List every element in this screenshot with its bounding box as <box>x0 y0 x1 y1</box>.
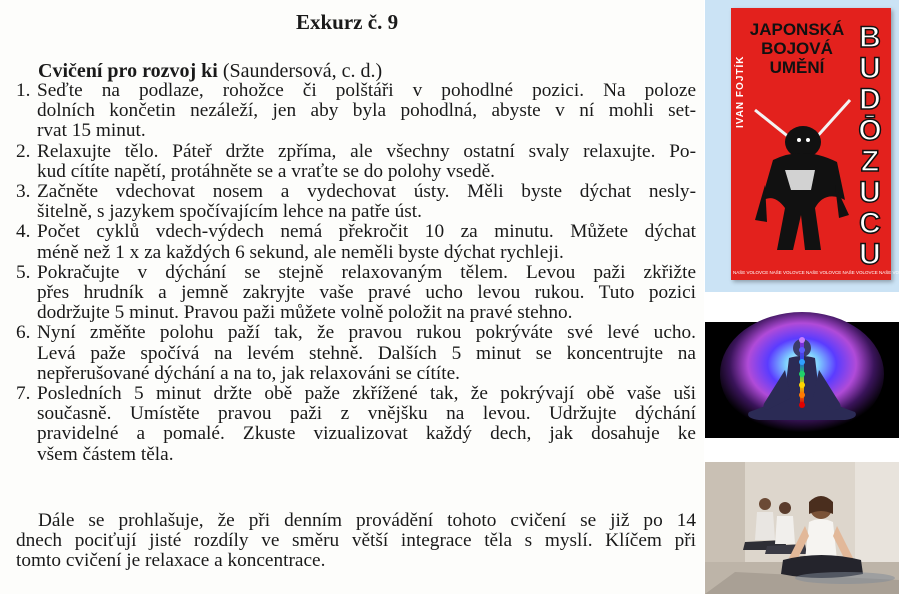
item-line: šitelně, s jazykem spočívajícím lehce na patře úst. <box>37 201 422 223</box>
item-number: 1. <box>16 80 31 101</box>
page-title: Exkurz č. 9 <box>296 10 399 34</box>
heading-bold: Cvičení pro rozvoj ki <box>38 60 218 82</box>
book-cover-image <box>705 0 914 292</box>
list-item <box>16 81 696 142</box>
heading-source: (Saundersová, c. d.) <box>217 60 383 82</box>
book-title: JAPONSKÁ BOJOVÁ UMĚNÍ <box>749 20 845 77</box>
item-line: pravidelné a pomalé. Zkuste vizualizovat každý dech, jak dosahuje ke <box>37 423 696 445</box>
book-cover <box>731 8 914 280</box>
item-number: 4. <box>16 221 31 243</box>
samurai-illustration <box>745 90 855 255</box>
item-number: 2. <box>16 140 31 162</box>
paragraph-line: Dále se prohlašuje, že při denním provádění tohoto cvičení se již po 14 <box>38 510 696 531</box>
item-line: Seďte na podlaze, rohožce či polštáři v pohodlné pozici. Na poloze <box>37 80 696 101</box>
list-item <box>16 142 696 182</box>
item-line: Pokračujte v dýchání se stejně relaxovaným tělem. Levou paži zkřižte <box>37 261 696 283</box>
item-line: přes hrudník a jemně zakryjte vaše pravé ucho levou rukou. Tuto pozici <box>37 282 696 304</box>
item-line: Začněte vdechovat nosem a vydechovat ústy. Měli byste dýchat nesly- <box>37 181 696 203</box>
item-line: kud cítíte napětí, protáhněte se a vraťte se do polohy vsedě. <box>37 160 495 182</box>
item-line: současně. Umístěte pravou paži z vnějšku na levou. Udržujte dýchání <box>37 403 696 425</box>
item-line: dolních končetin nezáleží, jen aby byla pohodlná, abyste v ní mohli set- <box>37 100 696 122</box>
item-line: rvat 15 minut. <box>37 120 146 142</box>
list-item <box>16 384 696 465</box>
paragraph-line: tomto cvičení je relaxace a koncentrace. <box>16 550 326 572</box>
item-number: 5. <box>16 261 31 283</box>
item-line: dodržujte 5 minut. Pravou paži můžete volně položit na pravé stehno. <box>37 302 573 324</box>
chakra-silhouette-icon <box>705 322 899 438</box>
item-number: 7. <box>16 383 31 405</box>
item-number: 6. <box>16 322 31 344</box>
item-line: Levá paže spočívá na levém stehně. Dalších 5 minut se koncentrujte na <box>37 342 696 364</box>
item-line: Posledních 5 minut držte obě paže zkřížené tak, že pokrývají obě vaše uši <box>37 383 696 405</box>
list-item <box>16 222 696 262</box>
closing-paragraph <box>16 511 696 572</box>
exercise-list <box>16 81 696 465</box>
item-line: Relaxujte tělo. Páteř držte zpříma, ale všechny ostatní svaly relaxujte. Po- <box>37 140 696 162</box>
yoga-class-photo-icon <box>705 462 899 594</box>
item-line: méně než 1 x za každých 6 sekund, ale neměli byste dýchat rychleji. <box>37 241 564 263</box>
meditation-aura-image <box>705 322 899 438</box>
paragraph-line: dnech pociťují jisté rozdíly ve směru větší integrace těla s myslí. Klíčem při <box>16 530 696 552</box>
item-number: 3. <box>16 181 31 203</box>
list-item <box>16 182 696 222</box>
item-line: nepřerušované dýchání a na to, jak relaxováni se cítíte. <box>37 362 460 384</box>
book-side-title: B U D Ō Z U C U <box>858 21 882 271</box>
list-item <box>16 263 696 324</box>
yoga-class-image <box>705 462 899 594</box>
item-line: Počet cyklů vdech-výdech nemá překročit 10 za minutu. Můžete dýchat <box>37 221 696 243</box>
item-line: všem částem těla. <box>37 443 174 465</box>
book-author: IVAN FOJTÍK <box>735 55 746 128</box>
item-line: Nyní změňte polohu paží tak, že pravou rukou pokrýváte své levé ucho. <box>37 322 696 344</box>
list-item <box>16 323 696 384</box>
book-tagline: NAŠE VOLOVCE NAŠE VOLOVCE NAŠE VOLOVCE NAŠE VOLOVCE NAŠE VOLOVCE <box>733 270 914 275</box>
